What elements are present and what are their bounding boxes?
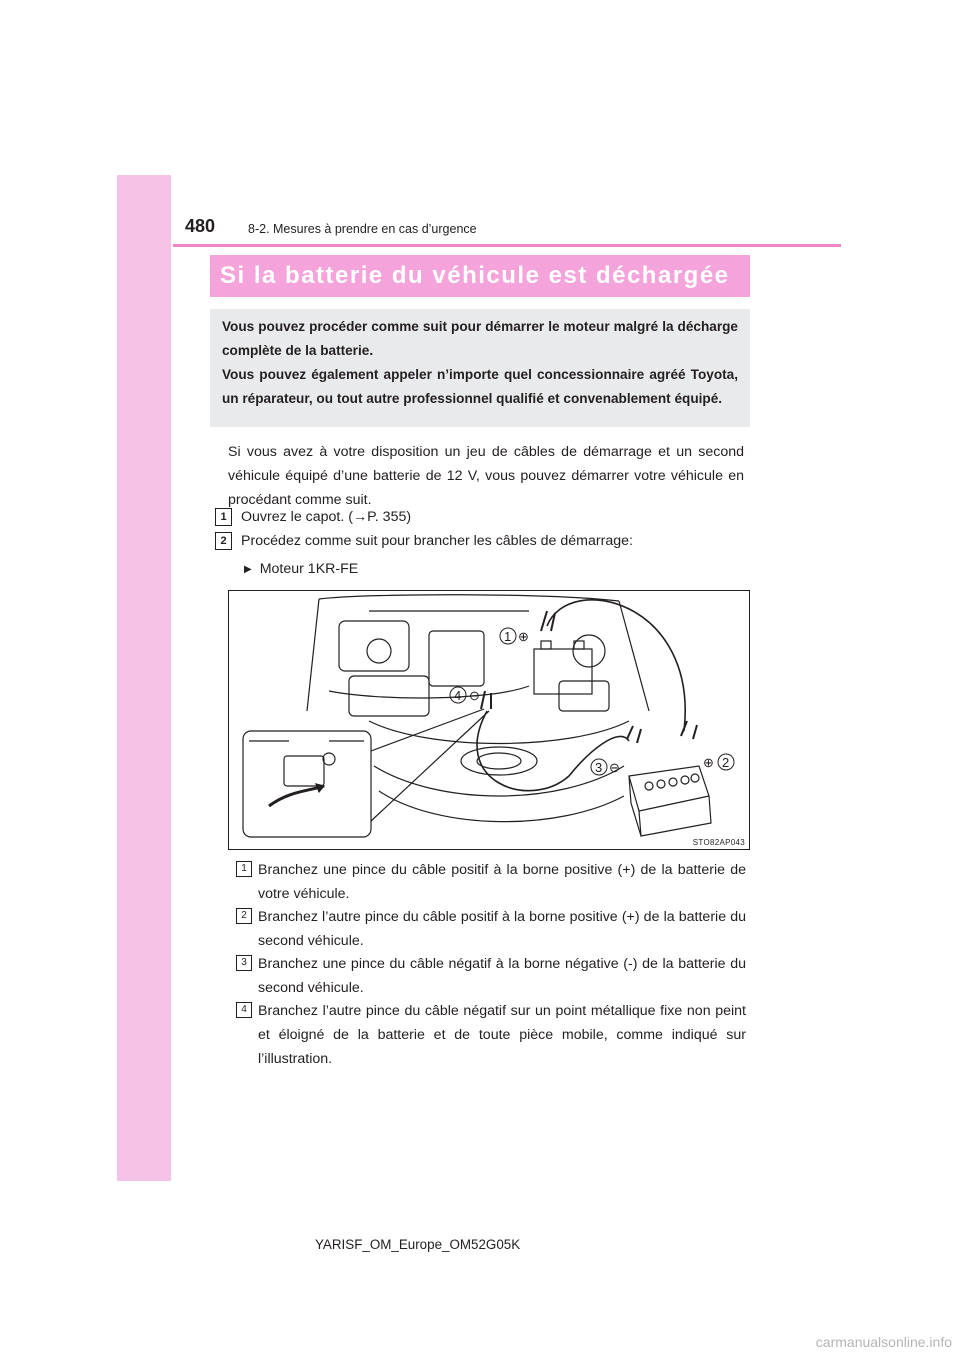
- callout-1: [500, 628, 529, 644]
- svg-text:⊕: ⊕: [518, 629, 529, 644]
- callout-text: Branchez une pince du câble positif à la borne positive (+) de la batterie de votre véhicule.: [258, 862, 746, 902]
- callout-item-2: [236, 905, 746, 953]
- callout-4: [450, 687, 480, 703]
- svg-text:4: 4: [454, 688, 462, 703]
- svg-text:⊖: ⊖: [609, 760, 620, 775]
- body-paragraph: Si vous avez à votre disposition un jeu de câbles de démarrage et un second véhicule équipé d’une batterie de 12 V, vous pouvez démarrer votre véhicule en procédant comme suit.: [228, 444, 744, 508]
- callout-item-3: [236, 952, 746, 1000]
- step-number: 2: [215, 532, 232, 550]
- negative-cable: [477, 711, 629, 791]
- intro-box: [210, 309, 750, 427]
- callout-text: Branchez l’autre pince du câble négatif sur un point métallique fixe non peint et éloigné de la batterie et de toute pièce mobile, comme indiqué sur l’illustration.: [258, 1003, 746, 1067]
- second-battery: [629, 766, 709, 811]
- page-number: 480: [185, 216, 216, 236]
- engine-bay-drawing: [229, 591, 750, 850]
- figure-code: STO82AP043: [692, 838, 745, 847]
- svg-text:⊖: ⊖: [469, 688, 480, 703]
- callout-1-label: 1: [504, 629, 512, 644]
- document-footer: YARISF_OM_Europe_OM52G05K: [315, 1237, 521, 1252]
- engine-label-text: Moteur 1KR-FE: [259, 561, 359, 577]
- callout-number: 4: [236, 1002, 252, 1018]
- intro-paragraph: Vous pouvez procéder comme suit pour démarrer le moteur malgré la décharge complète de la batterie.: [222, 319, 738, 358]
- header-divider: [173, 244, 841, 247]
- callout-item-1: [236, 858, 746, 906]
- svg-text:⊕: ⊕: [703, 755, 714, 770]
- triangle-bullet-icon: ▶: [244, 564, 252, 575]
- callout-number: 2: [236, 908, 252, 924]
- step-text: Ouvrez le capot. (→P. 355): [241, 509, 412, 525]
- callout-number: 3: [236, 955, 252, 971]
- engine-label: [244, 561, 358, 577]
- callout-item-4: [236, 999, 746, 1071]
- svg-text:2: 2: [722, 755, 730, 770]
- callout-3: [591, 759, 620, 775]
- step-number: 1: [215, 508, 232, 526]
- own-battery: [534, 649, 592, 694]
- callout-text: Branchez une pince du câble négatif à la borne négative (-) de la batterie du second véhicule.: [258, 956, 746, 996]
- inset-detail: [243, 731, 371, 837]
- jump-start-illustration: [228, 590, 750, 850]
- intro-paragraph: Vous pouvez également appeler n’importe quel concessionnaire agréé Toyota, un réparateur, ou tout autre professionnel qualifié et convenablement équipé.: [222, 367, 738, 406]
- callout-2: [703, 754, 734, 770]
- callout-text: Branchez l’autre pince du câble positif à la borne positive (+) de la batterie du second véhicule.: [258, 909, 746, 949]
- hood-outline: [319, 595, 619, 601]
- watermark: carmanualsonline.info: [815, 1334, 952, 1350]
- section-title: 8-2. Mesures à prendre en cas d’urgence: [248, 222, 477, 236]
- page-title: Si la batterie du véhicule est déchargée: [210, 255, 750, 297]
- svg-text:3: 3: [595, 760, 603, 775]
- chapter-sidebar-tab: [117, 175, 171, 1181]
- callout-number: 1: [236, 861, 252, 877]
- step-text: Procédez comme suit pour brancher les câbles de démarrage:: [241, 533, 633, 549]
